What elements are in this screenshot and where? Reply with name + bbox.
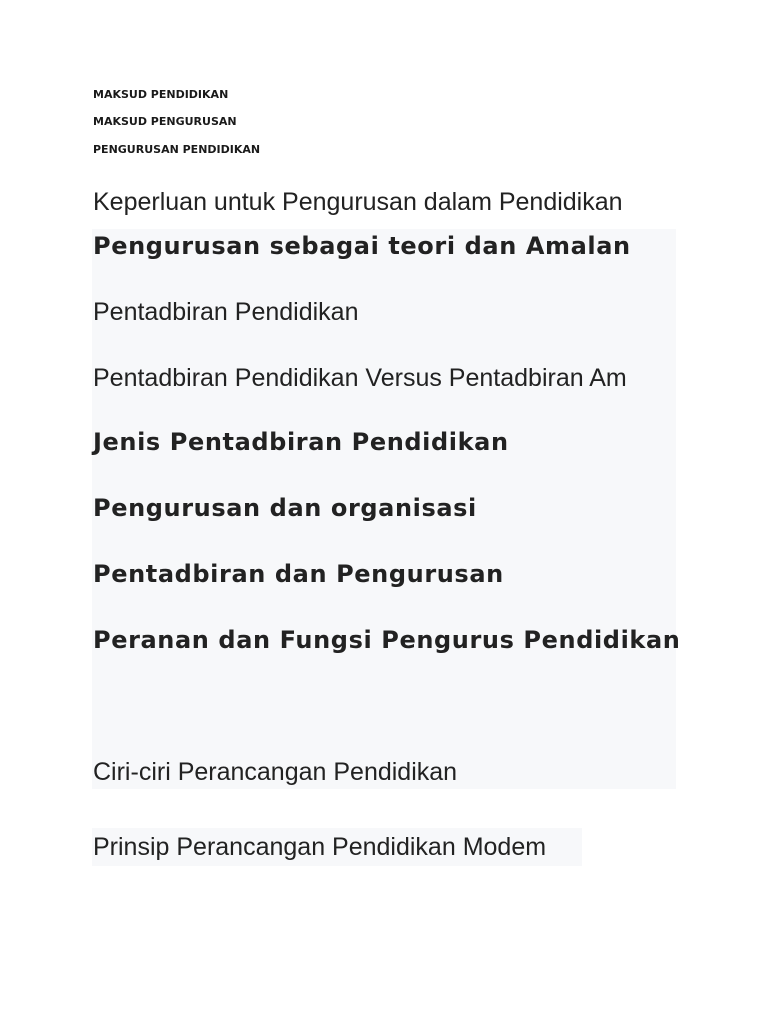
line-keperluan-pengurusan: Keperluan untuk Pengurusan dalam Pendidikan [93, 188, 623, 216]
heading-maksud-pengurusan: MAKSUD PENGURUSAN [93, 115, 237, 128]
line-pentadbiran-pengurusan: Pentadbiran dan Pengurusan [93, 560, 504, 588]
line-pentadbiran-pendidikan: Pentadbiran Pendidikan [93, 298, 359, 326]
line-prinsip-perancangan: Prinsip Perancangan Pendidikan Modem [93, 833, 547, 861]
line-ciri-perancangan: Ciri-ciri Perancangan Pendidikan [93, 758, 458, 786]
line-peranan-fungsi: Peranan dan Fungsi Pengurus Pendidikan [93, 626, 681, 654]
line-jenis-pentadbiran: Jenis Pentadbiran Pendidikan [93, 428, 509, 456]
line-teori-amalan: Pengurusan sebagai teori dan Amalan [93, 232, 631, 260]
heading-pengurusan-pendidikan: PENGURUSAN PENDIDIKAN [93, 143, 261, 156]
heading-maksud-pendidikan: MAKSUD PENDIDIKAN [93, 88, 229, 101]
line-pengurusan-organisasi: Pengurusan dan organisasi [93, 494, 477, 522]
line-pentadbiran-versus: Pentadbiran Pendidikan Versus Pentadbiran Am [93, 364, 627, 392]
